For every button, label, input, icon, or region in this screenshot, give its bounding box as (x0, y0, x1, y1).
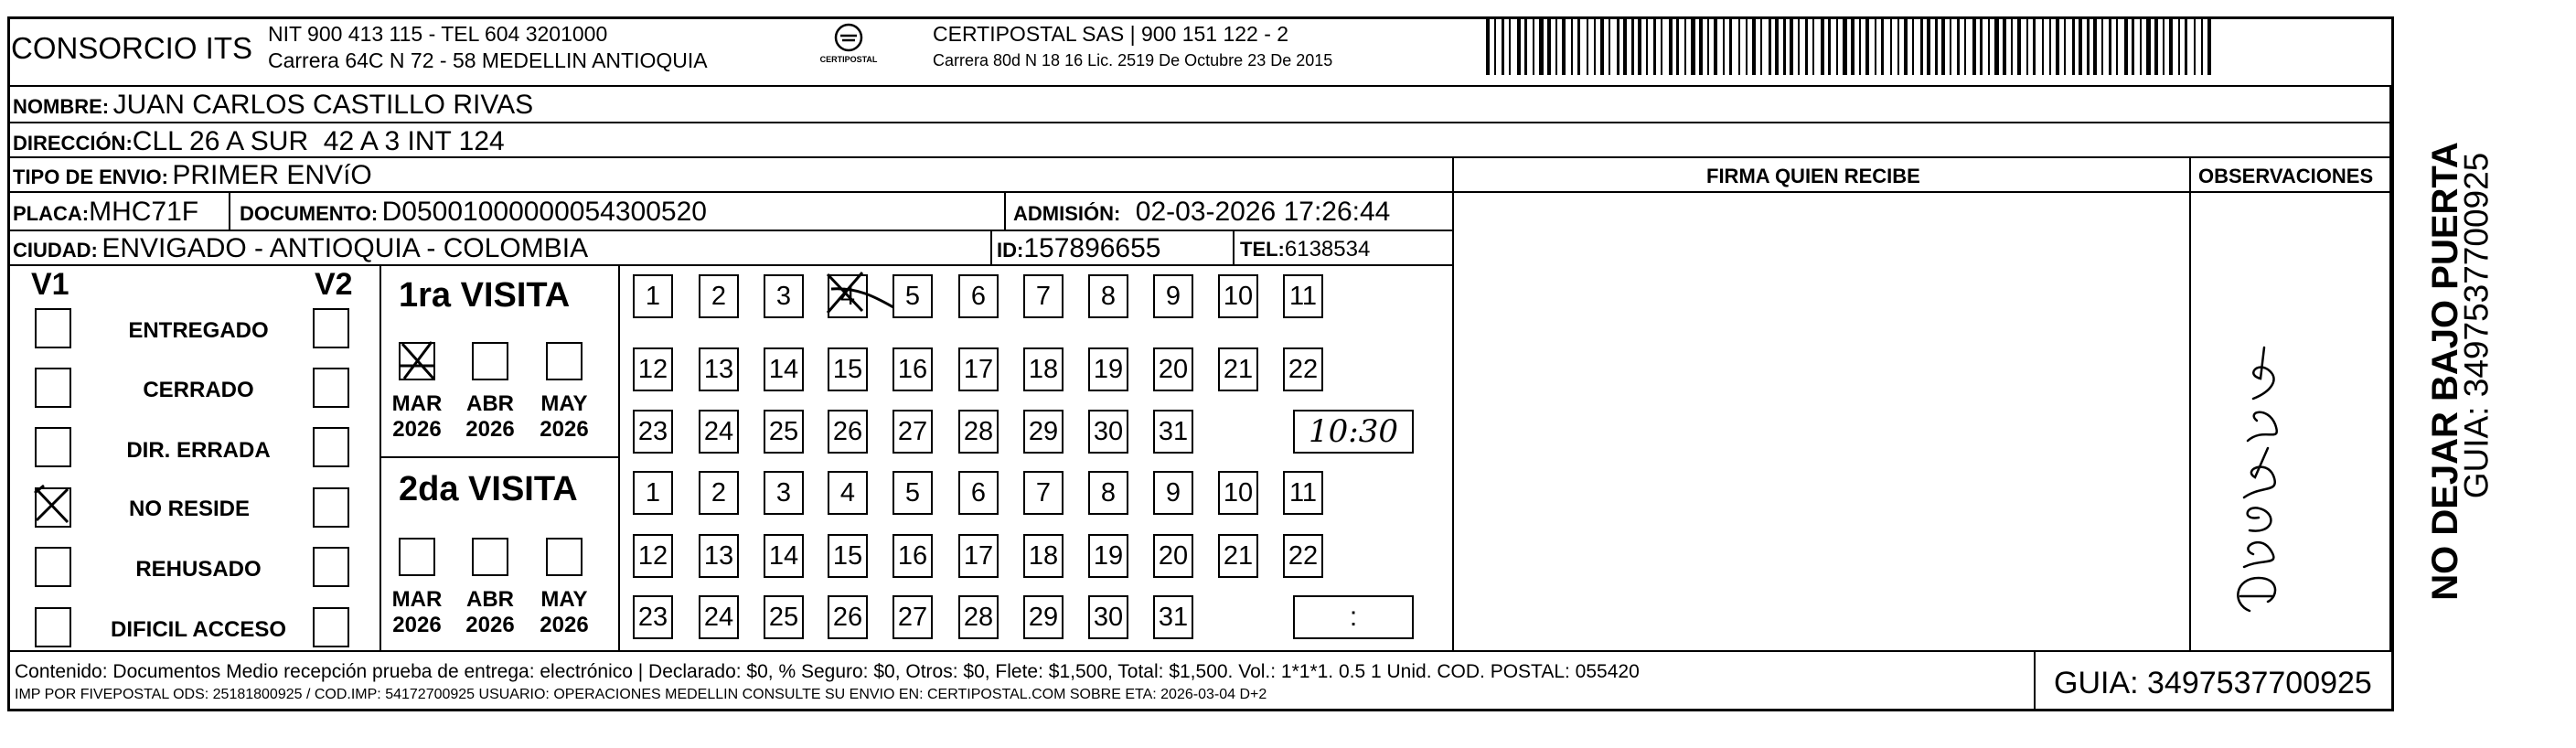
v1-label: V1 (31, 267, 69, 302)
barcode-bar (1594, 16, 1596, 75)
company-address: Carrera 64C N 72 - 58 MEDELLIN ANTIOQUIA (268, 48, 708, 72)
day-cell[interactable]: 11 (1283, 471, 1323, 515)
option-dificil-acceso: DIFICIL ACCESO (110, 617, 286, 642)
barcode-bar (1836, 16, 1838, 75)
day-cell[interactable]: 29 (1023, 595, 1064, 639)
admision-label: ADMISIÓN: (1013, 202, 1121, 225)
placa-label: PLACA: (13, 202, 90, 225)
barcode-bar (1890, 16, 1892, 75)
barcode-bar (2093, 16, 2097, 75)
day-cell[interactable]: 24 (699, 595, 739, 639)
tel-label: TEL: (1240, 238, 1285, 261)
handwritten-signature (2222, 338, 2304, 613)
barcode-bar (1723, 16, 1725, 75)
day-cell[interactable]: 23 (633, 410, 673, 454)
footer-content: Contenido: Documentos Medio recepción prueba de entrega: electrónico | Declarado: $0, % Seguro: $0, Otros: $0, Flete: $1,500, Total: $1,500. Vol.: 1*1*1. 0.5 1 Unid. COD. POSTAL: 055420 (15, 661, 1640, 682)
tipo-value: PRIMER ENVíO (172, 160, 372, 190)
barcode-bar (1821, 16, 1824, 75)
barcode-bar (1524, 16, 1527, 75)
barcode-bar (1798, 16, 1800, 75)
month-label: ABR (466, 587, 514, 612)
direccion-label: DIRECCIÓN: (13, 132, 133, 155)
day-cell[interactable]: 26 (828, 595, 868, 639)
barcode-bar (1805, 16, 1808, 75)
v2-label: V2 (315, 267, 353, 302)
barcode-bar (1769, 16, 1771, 75)
barcode-bar (2003, 16, 2006, 75)
check-mark-icon (33, 484, 69, 524)
year-label: 2026 (392, 416, 442, 442)
v1-entregado-checkbox[interactable] (35, 308, 71, 348)
option-rehusado: REHUSADO (135, 557, 262, 582)
company-nit: NIT 900 413 115 - TEL 604 3201000 (268, 22, 608, 46)
barcode-bar (2011, 16, 2013, 75)
barcode-bar (1691, 16, 1695, 75)
day-cell[interactable]: 21 (1218, 534, 1258, 578)
day-cell[interactable]: 18 (1023, 347, 1064, 391)
day-cell[interactable]: 5 (893, 471, 933, 515)
direccion-value: CLL 26 A SUR 42 A 3 INT 124 (132, 126, 505, 156)
barcode-bar (1865, 16, 1869, 75)
day-cell[interactable]: 1 (633, 274, 673, 318)
placa-value: MHC71F (89, 197, 199, 227)
documento-value: D05001000000054300520 (381, 197, 707, 227)
year-label: 2026 (540, 416, 589, 442)
v1-no-reside-checkbox[interactable] (35, 487, 71, 528)
visit-1-mar-box[interactable] (399, 342, 435, 380)
barcode-bar (1920, 16, 1923, 75)
day-cell[interactable]: 21 (1218, 347, 1258, 391)
day-cell[interactable]: 9 (1153, 471, 1193, 515)
barcode-bar (1851, 16, 1855, 75)
v1-cerrado-checkbox[interactable] (35, 368, 71, 408)
side-warning-text: NO DEJAR BAJO PUERTA (2425, 142, 2465, 601)
barcode-bar (1980, 16, 1983, 75)
barcode-bar (1738, 16, 1740, 75)
barcode-bar (1994, 16, 1999, 75)
barcode-bar (2140, 16, 2142, 75)
barcode-bar (1714, 16, 1717, 75)
barcode-bar (2194, 16, 2196, 75)
barcode-bar (1881, 16, 1884, 75)
day-cell[interactable]: 13 (699, 534, 739, 578)
month-label: MAR (391, 391, 443, 416)
barcode-bar (1752, 16, 1756, 75)
option-dir-errada: DIR. ERRADA (126, 438, 271, 463)
v2-dificil-acceso-checkbox[interactable] (313, 607, 349, 647)
visit-1-title: 1ra VISITA (399, 276, 571, 315)
day-cell[interactable]: 13 (699, 347, 739, 391)
day-cell[interactable]: 19 (1088, 534, 1128, 578)
footer-imp: IMP POR FIVEPOSTAL ODS: 25181800925 / COD.IMP: 54172700925 USUARIO: OPERACIONES MEDELLIN CONSULTE SU ENVIO EN: CERTIPOSTAL.COM SOBRE ETA: 2026-03-04 D+2 (15, 687, 1267, 702)
day-cell[interactable]: 23 (633, 595, 673, 639)
ciudad-value: ENVIGADO - ANTIOQUIA - COLOMBIA (102, 233, 589, 263)
day-cell[interactable]: 25 (764, 595, 804, 639)
barcode-bar (1562, 16, 1566, 75)
day-cell[interactable]: 24 (699, 410, 739, 454)
month-label: MAR (391, 587, 443, 612)
day-cell[interactable]: 8 (1088, 274, 1128, 318)
day-cell[interactable]: 26 (828, 410, 868, 454)
cross-mark-icon (822, 271, 895, 322)
barcode-bar (1988, 16, 1990, 75)
barcode-bar (1897, 16, 1899, 75)
day-cell[interactable]: 6 (958, 471, 999, 515)
day-cell[interactable]: 29 (1023, 410, 1064, 454)
day-cell[interactable]: 17 (958, 347, 999, 391)
company-name: CONSORCIO ITS (11, 31, 253, 65)
time-box[interactable]: : (1293, 595, 1414, 639)
barcode-bar (1699, 16, 1703, 75)
admision-value: 02-03-2026 17:26:44 (1135, 197, 1391, 227)
barcode-bar (1783, 16, 1786, 75)
v1-dificil-acceso-checkbox[interactable] (35, 607, 71, 647)
nombre-value: JUAN CARLOS CASTILLO RIVAS (112, 90, 534, 120)
documento-label: DOCUMENTO: (240, 202, 379, 225)
day-cell[interactable]: 2 (699, 471, 739, 515)
visit-1-abr-box[interactable] (472, 342, 508, 380)
barcode-bar (1927, 16, 1930, 75)
barcode-bar (1950, 16, 1951, 75)
barcode-bar (1957, 16, 1960, 75)
barcode-bar (1486, 16, 1490, 75)
barcode-bar (1555, 16, 1557, 75)
ciudad-label: CIUDAD: (13, 239, 98, 262)
day-cell[interactable]: 30 (1088, 595, 1128, 639)
barcode-bar (1638, 16, 1641, 75)
day-cell[interactable]: 20 (1153, 347, 1193, 391)
barcode-bar (1653, 16, 1656, 75)
v2-entregado-checkbox[interactable] (313, 308, 349, 348)
option-cerrado: CERRADO (143, 378, 254, 402)
day-cell[interactable]: 20 (1153, 534, 1193, 578)
barcode-bar (2109, 16, 2111, 75)
barcode-bar (1609, 16, 1610, 75)
barcode-bar (2072, 16, 2075, 75)
barcode-bar (2207, 16, 2211, 75)
day-cell[interactable]: 16 (893, 534, 933, 578)
year-label: 2026 (465, 612, 515, 637)
day-cell[interactable]: 10 (1218, 274, 1258, 318)
day-cell[interactable]: 31 (1153, 595, 1193, 639)
barcode-bar (1571, 16, 1573, 75)
day-cell[interactable]: 22 (1283, 347, 1323, 391)
day-cell[interactable]: 16 (893, 347, 933, 391)
check-mark-icon (397, 338, 441, 382)
barcode-bar (1669, 16, 1673, 75)
observaciones-header: OBSERVACIONES (2198, 165, 2374, 187)
v2-cerrado-checkbox[interactable] (313, 368, 349, 408)
barcode-bar (1676, 16, 1679, 75)
day-cell[interactable]: 9 (1153, 274, 1193, 318)
barcode-bar (1935, 16, 1938, 75)
day-cell[interactable]: 17 (958, 534, 999, 578)
month-label: MAY (540, 391, 588, 416)
day-cell[interactable]: 7 (1023, 274, 1064, 318)
visit-2-title: 2da VISITA (399, 470, 578, 508)
day-cell[interactable]: 27 (893, 410, 933, 454)
barcode-bar (2026, 16, 2028, 75)
footer-guia: GUIA: 3497537700925 (2054, 666, 2372, 700)
barcode-bar (1494, 16, 1496, 75)
barcode-bar (1547, 16, 1551, 75)
visit-2-may-box[interactable] (546, 538, 583, 576)
v2-rehusado-checkbox[interactable] (313, 547, 349, 587)
barcode-bar (1729, 16, 1732, 75)
tel-value: 6138534 (1284, 237, 1371, 262)
barcode-bar (1517, 16, 1521, 75)
barcode-bar (1760, 16, 1762, 75)
barcode-bar (2116, 16, 2118, 75)
year-label: 2026 (392, 612, 442, 637)
barcode-bar (1964, 16, 1966, 75)
certipostal-logo (812, 22, 885, 69)
day-cell[interactable]: 28 (958, 410, 999, 454)
day-cell[interactable]: 10 (1218, 471, 1258, 515)
barcode-bar (1539, 16, 1544, 75)
v1-dir-errada-checkbox[interactable] (35, 427, 71, 467)
barcode-bar (1790, 16, 1793, 75)
day-cell[interactable]: 22 (1283, 534, 1323, 578)
month-label: MAY (540, 587, 588, 612)
barcode-bar (1509, 16, 1511, 75)
barcode-bar (2154, 16, 2158, 75)
day-cell[interactable]: 3 (764, 274, 804, 318)
barcode-bar (1859, 16, 1861, 75)
carrier-name: CERTIPOSTAL SAS | 900 151 122 - 2 (933, 22, 1289, 46)
time-box[interactable]: 10:30 (1293, 410, 1414, 454)
barcode-bar (1972, 16, 1976, 75)
tipo-label: TIPO DE ENVIO: (13, 166, 168, 188)
visit-2-abr-box[interactable] (472, 538, 508, 576)
barcode-bar (1661, 16, 1662, 75)
barcode-bar (2033, 16, 2036, 75)
day-cell[interactable]: 15 (828, 347, 868, 391)
month-label: ABR (466, 391, 514, 416)
barcode-bar (1646, 16, 1648, 75)
day-cell[interactable]: 18 (1023, 534, 1064, 578)
barcode-bar (2185, 16, 2187, 75)
day-cell[interactable]: 11 (1283, 274, 1323, 318)
barcode-bar (2079, 16, 2082, 75)
barcode-bar (1600, 16, 1604, 75)
day-cell[interactable]: 2 (699, 274, 739, 318)
barcode-bar (2132, 16, 2134, 75)
day-cell[interactable]: 15 (828, 534, 868, 578)
barcode-bar (1707, 16, 1709, 75)
day-cell[interactable]: 5 (893, 274, 933, 318)
barcode-bar (2049, 16, 2051, 75)
id-value: 157896655 (1023, 233, 1161, 263)
barcode-bar (1684, 16, 1686, 75)
barcode-bar (2017, 16, 2021, 75)
day-cell[interactable]: 28 (958, 595, 999, 639)
day-cell[interactable]: 31 (1153, 410, 1193, 454)
day-cell[interactable]: 19 (1088, 347, 1128, 391)
barcode-bar (2163, 16, 2164, 75)
year-label: 2026 (540, 612, 589, 637)
barcode-bar (1775, 16, 1779, 75)
barcode-bar (1828, 16, 1831, 75)
barcode-bar (1533, 16, 1534, 75)
day-cell[interactable]: 6 (958, 274, 999, 318)
barcode-bar (2124, 16, 2128, 75)
barcode-bar (2169, 16, 2173, 75)
day-cell[interactable]: 12 (633, 347, 673, 391)
side-guia-text: GUIA: 3497537700925 (2457, 152, 2496, 499)
day-cell[interactable]: 3 (764, 471, 804, 515)
barcode-bar (2087, 16, 2090, 75)
day-cell[interactable]: 27 (893, 595, 933, 639)
day-cell[interactable]: 7 (1023, 471, 1064, 515)
visit-1-may-box[interactable] (546, 342, 583, 380)
nombre-label: NOMBRE: (13, 95, 110, 118)
day-cell[interactable]: 14 (764, 347, 804, 391)
day-cell[interactable]: 14 (764, 534, 804, 578)
visit-2-mar-box[interactable] (399, 538, 435, 576)
option-entregado: ENTREGADO (128, 318, 269, 343)
barcode (1486, 16, 2218, 75)
barcode-bar (2064, 16, 2066, 75)
barcode-bar (1904, 16, 1908, 75)
carrier-address: Carrera 80d N 18 16 Lic. 2519 De Octubre 23 De 2015 (933, 51, 1333, 69)
option-no-reside: NO RESIDE (128, 497, 251, 521)
barcode-bar (1746, 16, 1748, 75)
barcode-bar (1623, 16, 1627, 75)
day-cell[interactable]: 4 (828, 274, 868, 318)
firma-header: FIRMA QUIEN RECIBE (1706, 165, 1920, 187)
svg-text:CERTIPOSTAL: CERTIPOSTAL (819, 55, 878, 64)
barcode-bar (1912, 16, 1914, 75)
delivery-form (7, 16, 2394, 711)
barcode-bar (1812, 16, 1814, 75)
barcode-bar (2042, 16, 2044, 75)
barcode-bar (2146, 16, 2151, 75)
barcode-bar (2056, 16, 2059, 75)
barcode-bar (1843, 16, 1847, 75)
barcode-bar (1577, 16, 1580, 75)
barcode-bar (1587, 16, 1588, 75)
year-label: 2026 (465, 416, 515, 442)
barcode-bar (1502, 16, 1504, 75)
day-cell[interactable]: 30 (1088, 410, 1128, 454)
day-cell[interactable]: 8 (1088, 471, 1128, 515)
day-cell[interactable]: 25 (764, 410, 804, 454)
barcode-bar (2178, 16, 2180, 75)
v2-no-reside-checkbox[interactable] (313, 487, 349, 528)
day-cell[interactable]: 12 (633, 534, 673, 578)
barcode-bar (1617, 16, 1619, 75)
barcode-bar (1941, 16, 1945, 75)
v1-rehusado-checkbox[interactable] (35, 547, 71, 587)
barcode-bar (2101, 16, 2103, 75)
barcode-bar (2201, 16, 2203, 75)
day-cell[interactable]: 1 (633, 471, 673, 515)
v2-dir-errada-checkbox[interactable] (313, 427, 349, 467)
barcode-bar (1631, 16, 1634, 75)
barcode-bar (1875, 16, 1876, 75)
day-cell[interactable]: 4 (828, 471, 868, 515)
id-label: ID: (997, 239, 1024, 262)
